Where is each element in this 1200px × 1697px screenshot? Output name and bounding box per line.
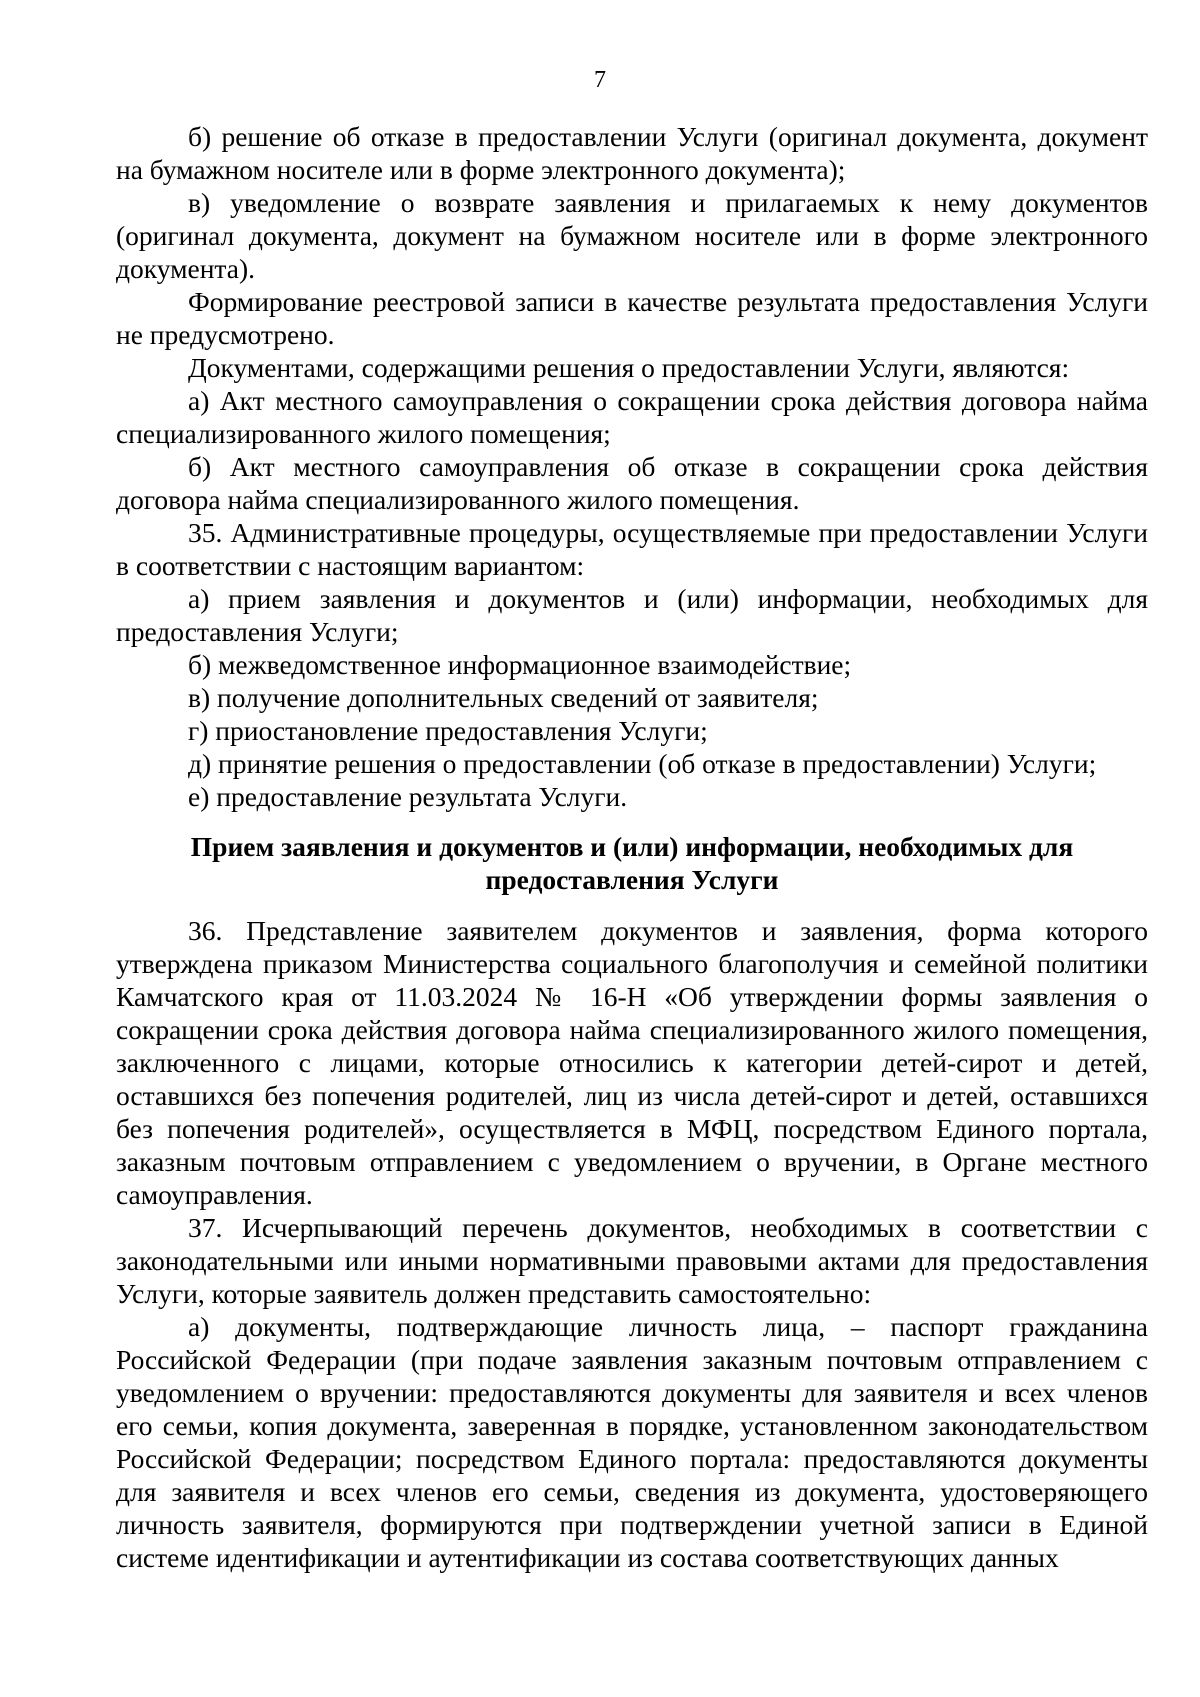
document-body (116, 120, 1148, 1574)
paragraph-act-reduction: а) Акт местного самоуправления о сокращении срока действия договора найма специализированного жилого помещения; (116, 385, 1148, 449)
procedure-item-b: б) межведомственное информационное взаимодействие; (188, 649, 852, 680)
procedure-item-g: г) приостановление предоставления Услуги; (188, 715, 708, 746)
paragraph-item-35: 35. Административные процедуры, осуществляемые при предоставлении Услуги в соответствии с настоящим вариантом: (116, 517, 1148, 581)
paragraph-item-37-a: а) документы, подтверждающие личность лица, – паспорт гражданина Российской Федерации (при подаче заявления заказным почтовым отправлением с уведомлением о вручении: предоставляются документы для заявителя и всех членов его семьи, копия документа, заверенная в порядке, установленном законодательством Российской Федерации; посредством Единого портала: предоставляются документы для заявителя и всех членов его семьи, сведения из документа, удостоверяющего личность заявителя, формируются при подтверждении учетной записи в Единой системе идентификации и аутентификации из состава соответствующих данных (116, 1311, 1148, 1573)
section-heading-line-2: предоставления Услуги (485, 864, 779, 895)
procedure-item-d: д) принятие решения о предоставлении (об отказе в предоставлении) Услуги; (188, 748, 1097, 779)
paragraph-result-return-notice: в) уведомление о возврате заявления и прилагаемых к нему документов (оригинал документа, документ на бумажном носителе или в форме электронного документа). (116, 187, 1148, 284)
procedure-item-v: в) получение дополнительных сведений от заявителя; (188, 682, 819, 713)
section-heading-line-1: Прием заявления и документов и (или) информации, необходимых для (190, 831, 1074, 862)
procedure-item-a: а) прием заявления и документов и (или) информации, необходимых для предоставления Услуги; (116, 583, 1148, 647)
section-heading (116, 813, 1148, 914)
procedure-item-e: е) предоставление результата Услуги. (188, 781, 628, 812)
paragraph-registry-record: Формирование реестровой записи в качестве результата предоставления Услуги не предусмотрено. (116, 286, 1148, 350)
paragraph-decision-documents-intro: Документами, содержащими решения о предоставлении Услуги, являются: (188, 352, 1070, 383)
paragraph-act-refusal: б) Акт местного самоуправления об отказе в сокращении срока действия договора найма специализированного жилого помещения. (116, 451, 1148, 515)
paragraph-item-36: 36. Представление заявителем документов и заявления, форма которого утверждена приказом Министерства социального благополучия и семейной политики Камчатского края от 11.03.2024 № 16-Н «Об утверждении формы заявления о сокращении срока действия договора найма специализированного жилого помещения, заключенного с лицами, которые относились к категории детей-сирот и детей, оставшихся без попечения родителей, лиц из числа детей-сирот и детей, оставшихся без попечения родителей», осуществляется в МФЦ, посредством Единого портала, заказным почтовым отправлением с уведомлением о вручении, в Органе местного самоуправления. (116, 915, 1148, 1210)
page-number: 7 (594, 67, 606, 93)
paragraph-item-37: 37. Исчерпывающий перечень документов, необходимых в соответствии с законодательными или иными нормативными правовыми актами для предоставления Услуги, которые заявитель должен представить самостоятельно: (116, 1212, 1148, 1309)
paragraph-result-refusal: б) решение об отказе в предоставлении Услуги (оригинал документа, документ на бумажном носителе или в форме электронного документа); (116, 121, 1148, 185)
